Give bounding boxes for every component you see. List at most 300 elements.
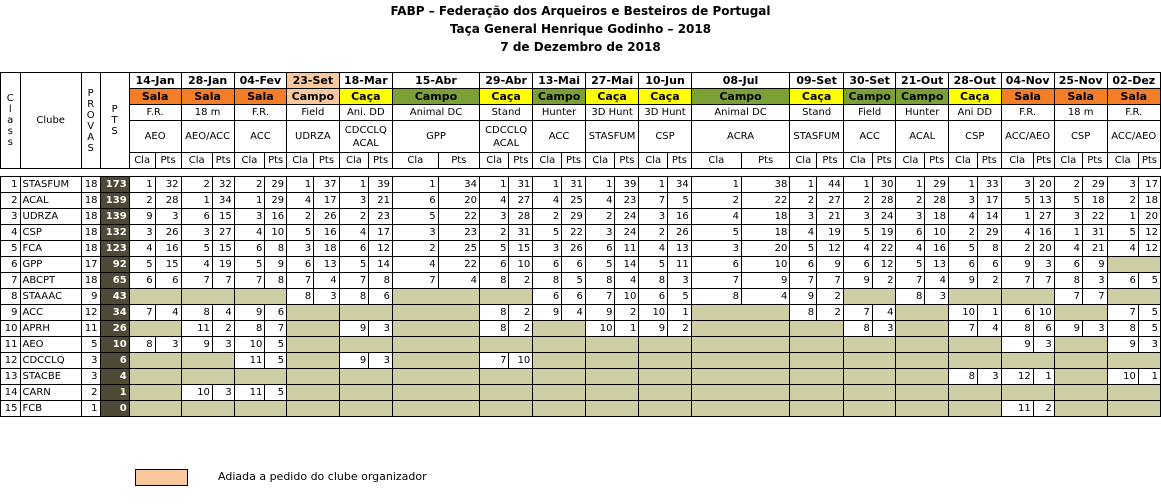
result-points-cell: 18 xyxy=(1083,193,1108,209)
absent-cell xyxy=(896,401,925,417)
event-venue: Campo xyxy=(533,89,586,105)
rank-cell: 2 xyxy=(1,193,21,209)
result-rank-cell: 7 xyxy=(585,289,615,305)
absent-cell xyxy=(287,353,314,369)
absent-cell xyxy=(949,401,978,417)
result-rank-cell: 6 xyxy=(1107,273,1138,289)
result-points-cell: 21 xyxy=(817,209,844,225)
absent-cell xyxy=(1054,401,1082,417)
absent-cell xyxy=(925,353,949,369)
result-points-cell: 20 xyxy=(741,241,789,257)
absent-cell xyxy=(639,385,668,401)
absent-cell xyxy=(843,353,872,369)
total-points-cell: 26 xyxy=(100,321,129,337)
subheader-cla: Cla xyxy=(585,153,615,169)
event-venue: Sala xyxy=(1001,89,1054,105)
result-points-cell: 3 xyxy=(369,321,393,337)
absent-cell xyxy=(393,289,439,305)
result-points-cell: 23 xyxy=(369,209,393,225)
absent-cell xyxy=(925,305,949,321)
provas-header-letter: R xyxy=(87,98,95,110)
result-rank-cell: 5 xyxy=(1054,193,1082,209)
club-cell: ABCPT xyxy=(20,273,81,289)
subheader-pts: Pts xyxy=(872,153,896,169)
result-rank-cell: 6 xyxy=(790,257,817,273)
event-organiser: ACC/AEO xyxy=(1001,121,1054,153)
rank-cell: 7 xyxy=(1,273,21,289)
absent-cell xyxy=(817,385,844,401)
absent-cell xyxy=(314,305,339,321)
result-points-cell: 27 xyxy=(1033,209,1054,225)
result-points-cell: 23 xyxy=(438,225,479,241)
result-points-cell: 13 xyxy=(668,241,692,257)
rank-cell: 11 xyxy=(1,337,21,353)
event-discipline: F.R. xyxy=(1107,105,1160,121)
result-rank-cell: 1 xyxy=(479,177,509,193)
absent-cell xyxy=(615,337,639,353)
absent-cell xyxy=(977,289,1001,305)
result-rank-cell: 3 xyxy=(234,209,265,225)
result-points-cell: 2 xyxy=(509,305,533,321)
result-rank-cell: 7 xyxy=(639,193,668,209)
absent-cell xyxy=(896,337,925,353)
absent-cell xyxy=(872,289,896,305)
header-row-subcolumns xyxy=(1,153,1161,169)
result-points-cell: 39 xyxy=(369,177,393,193)
clas-header-letter: l xyxy=(8,104,12,115)
event-organiser: ACC xyxy=(843,121,896,153)
result-rank-cell: 8 xyxy=(790,305,817,321)
absent-cell xyxy=(509,369,533,385)
club-cell: CSP xyxy=(20,225,81,241)
result-rank-cell: 9 xyxy=(339,353,369,369)
result-points-cell: 16 xyxy=(668,209,692,225)
absent-cell xyxy=(479,369,509,385)
absent-cell xyxy=(843,401,872,417)
absent-cell xyxy=(287,321,314,337)
result-points-cell: 3 xyxy=(155,209,181,225)
result-rank-cell: 6 xyxy=(479,257,509,273)
event-discipline: F.R. xyxy=(1001,105,1054,121)
result-points-cell: 28 xyxy=(155,193,181,209)
result-rank-cell: 4 xyxy=(1054,241,1082,257)
absent-cell xyxy=(817,321,844,337)
result-rank-cell: 1 xyxy=(339,177,369,193)
event-organiser: AEO/ACC xyxy=(181,121,234,153)
result-rank-cell: 9 xyxy=(843,273,872,289)
result-points-cell: 13 xyxy=(1033,193,1054,209)
absent-cell xyxy=(1107,385,1138,401)
result-rank-cell: 9 xyxy=(533,305,562,321)
result-rank-cell: 3 xyxy=(287,241,314,257)
total-points-cell: 0 xyxy=(100,401,129,417)
absent-cell xyxy=(872,385,896,401)
event-organiser: STASFUM xyxy=(790,121,843,153)
result-points-cell: 7 xyxy=(817,273,844,289)
table-row xyxy=(1,385,1161,401)
result-points-cell: 1 xyxy=(668,305,692,321)
result-rank-cell: 7 xyxy=(1107,305,1138,321)
absent-cell xyxy=(639,401,668,417)
result-points-cell: 22 xyxy=(1083,209,1108,225)
provas-header-letter: S xyxy=(87,142,94,154)
header-row-disciplines xyxy=(1,105,1161,121)
result-rank-cell: 9 xyxy=(1001,257,1033,273)
result-rank-cell: 7 xyxy=(1001,273,1033,289)
provas-header-letter: A xyxy=(87,131,95,143)
header-provas xyxy=(81,73,100,169)
absent-cell xyxy=(949,289,978,305)
result-points-cell: 32 xyxy=(212,177,234,193)
event-organiser: ACC/AEO xyxy=(1107,121,1160,153)
result-points-cell: 29 xyxy=(925,177,949,193)
subheader-cla: Cla xyxy=(533,153,562,169)
header-row-organisers xyxy=(1,121,1161,153)
absent-cell xyxy=(438,289,479,305)
result-points-cell: 8 xyxy=(369,273,393,289)
event-discipline: Animal DC xyxy=(691,105,790,121)
result-points-cell: 15 xyxy=(509,241,533,257)
table-row xyxy=(1,289,1161,305)
result-points-cell: 4 xyxy=(438,273,479,289)
provas-cell: 11 xyxy=(81,321,100,337)
absent-cell xyxy=(977,337,1001,353)
result-rank-cell: 7 xyxy=(234,273,265,289)
result-rank-cell: 2 xyxy=(585,209,615,225)
result-points-cell: 12 xyxy=(1138,241,1160,257)
result-rank-cell: 1 xyxy=(287,177,314,193)
result-rank-cell: 3 xyxy=(479,209,509,225)
total-points-cell: 10 xyxy=(100,337,129,353)
club-cell: FCA xyxy=(20,241,81,257)
absent-cell xyxy=(1083,369,1108,385)
total-points-cell: 6 xyxy=(100,353,129,369)
absent-cell xyxy=(129,369,155,385)
result-points-cell: 29 xyxy=(265,177,287,193)
provas-cell: 12 xyxy=(81,305,100,321)
event-discipline: 18 m xyxy=(1054,105,1107,121)
result-points-cell: 18 xyxy=(314,241,339,257)
result-points-cell: 24 xyxy=(615,209,639,225)
subheader-pts: Pts xyxy=(1138,153,1160,169)
result-points-cell: 25 xyxy=(562,193,586,209)
absent-cell xyxy=(509,401,533,417)
subheader-cla: Cla xyxy=(234,153,265,169)
result-points-cell: 31 xyxy=(562,177,586,193)
total-points-cell: 123 xyxy=(100,241,129,257)
absent-cell xyxy=(314,321,339,337)
absent-cell xyxy=(977,385,1001,401)
title-federation: FABP – Federação dos Arqueiros e Besteiros de Portugal xyxy=(390,4,771,18)
result-rank-cell: 1 xyxy=(129,177,155,193)
absent-cell xyxy=(562,337,586,353)
result-points-cell: 8 xyxy=(977,241,1001,257)
result-points-cell: 26 xyxy=(668,225,692,241)
result-rank-cell: 4 xyxy=(181,257,212,273)
absent-cell xyxy=(668,353,692,369)
club-cell: CARN xyxy=(20,385,81,401)
event-discipline: Stand xyxy=(479,105,532,121)
result-points-cell: 5 xyxy=(1138,273,1160,289)
event-date: 23-Set xyxy=(287,73,340,89)
event-date: 04-Fev xyxy=(234,73,286,89)
result-points-cell: 5 xyxy=(668,289,692,305)
result-rank-cell: 4 xyxy=(393,257,439,273)
subheader-cla: Cla xyxy=(181,153,212,169)
result-points-cell: 3 xyxy=(925,289,949,305)
result-points-cell: 31 xyxy=(1083,225,1108,241)
subheader-cla: Cla xyxy=(1054,153,1082,169)
subheader-pts: Pts xyxy=(668,153,692,169)
pts-header xyxy=(103,104,127,137)
result-rank-cell: 2 xyxy=(479,225,509,241)
result-rank-cell: 6 xyxy=(129,273,155,289)
result-points-cell: 4 xyxy=(314,273,339,289)
absent-cell xyxy=(533,385,562,401)
result-points-cell: 22 xyxy=(438,209,479,225)
result-rank-cell: 5 xyxy=(843,225,872,241)
absent-cell xyxy=(393,353,439,369)
table-row xyxy=(1,273,1161,289)
result-rank-cell: 8 xyxy=(1107,321,1138,337)
result-rank-cell: 4 xyxy=(129,241,155,257)
result-points-cell: 16 xyxy=(265,209,287,225)
result-rank-cell: 7 xyxy=(949,321,978,337)
result-rank-cell: 8 xyxy=(843,321,872,337)
provas-cell: 2 xyxy=(81,385,100,401)
rank-cell: 10 xyxy=(1,321,21,337)
result-points-cell: 1 xyxy=(1138,369,1160,385)
result-points-cell: 2 xyxy=(668,321,692,337)
result-rank-cell: 8 xyxy=(479,305,509,321)
clas-header-letter: C xyxy=(6,93,14,104)
result-points-cell: 10 xyxy=(509,353,533,369)
result-points-cell: 3 xyxy=(1083,273,1108,289)
result-points-cell: 18 xyxy=(925,209,949,225)
result-points-cell: 18 xyxy=(1138,193,1160,209)
result-points-cell: 14 xyxy=(615,257,639,273)
result-points-cell: 10 xyxy=(509,257,533,273)
result-rank-cell: 3 xyxy=(691,241,741,257)
result-points-cell: 27 xyxy=(212,225,234,241)
result-rank-cell: 7 xyxy=(1054,289,1082,305)
absent-cell xyxy=(925,401,949,417)
result-rank-cell: 1 xyxy=(691,177,741,193)
result-points-cell: 14 xyxy=(977,209,1001,225)
absent-cell xyxy=(509,385,533,401)
absent-cell xyxy=(872,353,896,369)
result-rank-cell: 7 xyxy=(393,273,439,289)
result-points-cell: 29 xyxy=(562,209,586,225)
subheader-pts: Pts xyxy=(741,153,789,169)
result-points-cell: 28 xyxy=(872,193,896,209)
result-rank-cell: 6 xyxy=(234,241,265,257)
provas-cell: 18 xyxy=(81,177,100,193)
event-discipline: F.R. xyxy=(129,105,181,121)
total-points-cell: 92 xyxy=(100,257,129,273)
absent-cell xyxy=(562,353,586,369)
result-points-cell: 8 xyxy=(265,273,287,289)
event-discipline: Field xyxy=(843,105,896,121)
result-points-cell: 29 xyxy=(1083,177,1108,193)
event-discipline: 3D Hunt xyxy=(639,105,691,121)
result-rank-cell: 1 xyxy=(181,193,212,209)
result-points-cell: 12 xyxy=(369,241,393,257)
absent-cell xyxy=(639,369,668,385)
absent-cell xyxy=(668,385,692,401)
result-points-cell: 1 xyxy=(1033,369,1054,385)
absent-cell xyxy=(691,337,741,353)
subheader-cla: Cla xyxy=(287,153,314,169)
result-points-cell: 26 xyxy=(314,209,339,225)
event-date: 10-Jun xyxy=(639,73,691,89)
result-rank-cell: 6 xyxy=(339,241,369,257)
result-rank-cell: 1 xyxy=(585,177,615,193)
result-points-cell: 34 xyxy=(438,177,479,193)
absent-cell xyxy=(949,385,978,401)
absent-cell xyxy=(181,353,212,369)
absent-cell xyxy=(949,337,978,353)
result-rank-cell: 1 xyxy=(1001,209,1033,225)
club-cell: STASFUM xyxy=(20,177,81,193)
result-points-cell: 12 xyxy=(872,257,896,273)
result-points-cell: 3 xyxy=(1033,337,1054,353)
result-points-cell: 5 xyxy=(668,193,692,209)
result-rank-cell: 2 xyxy=(790,193,817,209)
absent-cell xyxy=(533,401,562,417)
result-points-cell: 39 xyxy=(615,177,639,193)
result-points-cell: 20 xyxy=(1033,241,1054,257)
absent-cell xyxy=(314,353,339,369)
result-rank-cell: 10 xyxy=(639,305,668,321)
table-row xyxy=(1,401,1161,417)
result-points-cell: 38 xyxy=(741,177,789,193)
absent-cell xyxy=(691,305,741,321)
absent-cell xyxy=(843,337,872,353)
result-rank-cell: 8 xyxy=(287,289,314,305)
absent-cell xyxy=(438,369,479,385)
absent-cell xyxy=(741,321,789,337)
result-rank-cell: 8 xyxy=(949,369,978,385)
absent-cell xyxy=(212,289,234,305)
result-points-cell: 3 xyxy=(872,321,896,337)
absent-cell xyxy=(339,385,369,401)
result-rank-cell: 3 xyxy=(393,225,439,241)
result-rank-cell: 2 xyxy=(691,193,741,209)
result-rank-cell: 1 xyxy=(1107,209,1138,225)
event-discipline: Animal DC xyxy=(393,105,480,121)
event-venue: Sala xyxy=(234,89,286,105)
event-organiser-label: CDCCLQ ACAL xyxy=(485,124,528,149)
result-rank-cell: 5 xyxy=(393,209,439,225)
rank-cell: 9 xyxy=(1,305,21,321)
absent-cell xyxy=(615,369,639,385)
provas-cell: 9 xyxy=(81,289,100,305)
total-points-cell: 173 xyxy=(100,177,129,193)
result-points-cell: 16 xyxy=(155,241,181,257)
result-points-cell: 15 xyxy=(212,241,234,257)
absent-cell xyxy=(790,337,817,353)
result-points-cell: 5 xyxy=(562,273,586,289)
absent-cell xyxy=(287,385,314,401)
event-venue: Sala xyxy=(181,89,234,105)
result-rank-cell: 5 xyxy=(1107,225,1138,241)
absent-cell xyxy=(1001,385,1033,401)
absent-cell xyxy=(155,401,181,417)
absent-cell xyxy=(155,369,181,385)
provas-cell: 18 xyxy=(81,193,100,209)
absent-cell xyxy=(234,289,265,305)
result-rank-cell: 6 xyxy=(287,257,314,273)
event-organiser: CSP xyxy=(1054,121,1107,153)
result-rank-cell: 10 xyxy=(585,321,615,337)
rank-cell: 3 xyxy=(1,209,21,225)
result-points-cell: 2 xyxy=(509,321,533,337)
table-row xyxy=(1,225,1161,241)
result-points-cell: 16 xyxy=(314,225,339,241)
result-rank-cell: 2 xyxy=(896,193,925,209)
absent-cell xyxy=(393,305,439,321)
club-cell: STACBE xyxy=(20,369,81,385)
result-points-cell: 28 xyxy=(925,193,949,209)
rank-cell: 4 xyxy=(1,225,21,241)
absent-cell xyxy=(438,401,479,417)
total-points-cell: 1 xyxy=(100,385,129,401)
provas-header-letter: O xyxy=(86,109,95,121)
absent-cell xyxy=(287,401,314,417)
provas-cell: 3 xyxy=(81,353,100,369)
result-points-cell: 19 xyxy=(817,225,844,241)
provas-cell: 18 xyxy=(81,241,100,257)
absent-cell xyxy=(533,369,562,385)
result-points-cell: 5 xyxy=(1138,305,1160,321)
legend-postponed-swatch xyxy=(135,469,188,486)
absent-cell xyxy=(509,289,533,305)
result-points-cell: 7 xyxy=(265,321,287,337)
absent-cell xyxy=(155,385,181,401)
absent-cell xyxy=(691,369,741,385)
absent-cell xyxy=(234,401,265,417)
rank-cell: 6 xyxy=(1,257,21,273)
result-points-cell: 29 xyxy=(265,193,287,209)
result-points-cell: 10 xyxy=(1033,305,1054,321)
absent-cell xyxy=(287,305,314,321)
table-row xyxy=(1,353,1161,369)
clas-header-letter: a xyxy=(7,115,14,126)
result-points-cell: 20 xyxy=(438,193,479,209)
subheader-cla: Cla xyxy=(896,153,925,169)
result-rank-cell: 1 xyxy=(393,177,439,193)
result-rank-cell: 4 xyxy=(896,241,925,257)
result-points-cell: 16 xyxy=(1033,225,1054,241)
absent-cell xyxy=(369,337,393,353)
result-points-cell: 5 xyxy=(265,353,287,369)
subheader-cla: Cla xyxy=(479,153,509,169)
absent-cell xyxy=(1083,305,1108,321)
total-points-cell: 34 xyxy=(100,305,129,321)
result-points-cell: 31 xyxy=(509,177,533,193)
result-points-cell: 2 xyxy=(1033,401,1054,417)
absent-cell xyxy=(129,289,155,305)
result-rank-cell: 8 xyxy=(181,305,212,321)
event-organiser xyxy=(339,121,392,153)
event-organiser: CSP xyxy=(949,121,1002,153)
absent-cell xyxy=(896,385,925,401)
event-venue: Caça xyxy=(639,89,691,105)
result-rank-cell: 2 xyxy=(639,225,668,241)
absent-cell xyxy=(639,337,668,353)
result-rank-cell: 5 xyxy=(533,225,562,241)
